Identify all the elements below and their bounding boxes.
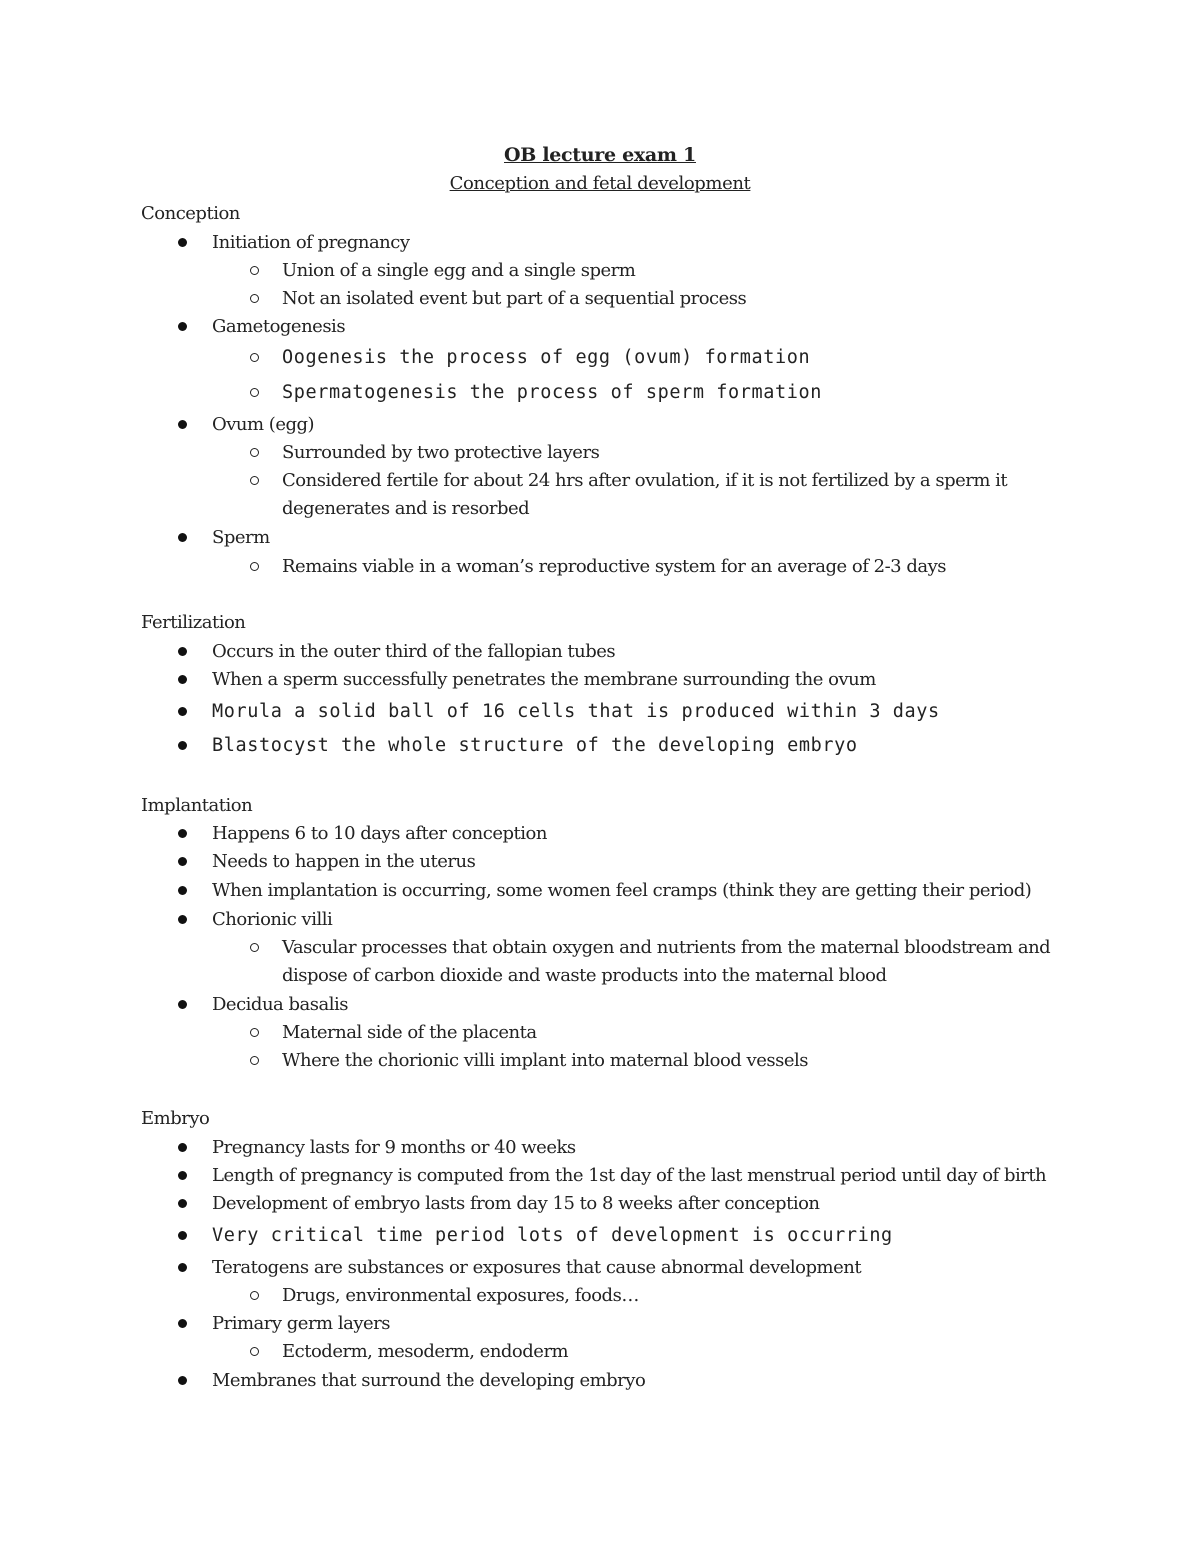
bullet-text: Pregnancy lasts for 9 months or 40 weeks	[212, 1137, 576, 1158]
bullet-text: Morula a solid ball of 16 cells that is produced within 3 days	[212, 701, 940, 722]
sub-bullet-continuation	[141, 962, 1141, 990]
bullet-dot-icon	[178, 1376, 187, 1385]
bullet-item	[141, 906, 1141, 934]
bullet-dot-icon	[178, 857, 187, 866]
sub-bullet-text: Maternal side of the placenta	[282, 1022, 537, 1043]
sub-bullet-item	[141, 934, 1141, 962]
bullet-item	[141, 313, 1141, 341]
bullet-item	[141, 1254, 1141, 1282]
section-heading-conception: Conception	[141, 203, 240, 224]
bullet-dot-icon	[178, 1231, 187, 1240]
bullet-dot-icon	[178, 533, 187, 542]
bullet-item	[141, 411, 1141, 439]
sub-bullet-text: Ectoderm, mesoderm, endoderm	[282, 1341, 569, 1362]
sub-bullet-text: Vascular processes that obtain oxygen and nutrients from the maternal bloodstream and	[282, 937, 1051, 958]
bullet-item	[141, 638, 1141, 666]
bullet-circle-icon	[250, 1056, 259, 1065]
bullet-circle-icon	[250, 1347, 259, 1356]
sub-bullet-continuation	[141, 495, 1141, 523]
sub-bullet-item	[141, 467, 1141, 495]
bullet-dot-icon	[178, 420, 187, 429]
bullet-item	[141, 820, 1141, 848]
bullet-circle-icon	[250, 448, 259, 457]
bullet-dot-icon	[178, 741, 187, 750]
bullet-dot-icon	[178, 886, 187, 895]
bullet-circle-icon	[250, 294, 259, 303]
bullet-circle-icon	[250, 562, 259, 571]
bullet-dot-icon	[178, 1199, 187, 1208]
bullet-dot-icon	[178, 675, 187, 684]
sub-bullet-item	[141, 1338, 1141, 1366]
bullet-circle-icon	[250, 476, 259, 485]
bullet-circle-icon	[250, 266, 259, 275]
bullet-item	[141, 1190, 1141, 1218]
bullet-dot-icon	[178, 1143, 187, 1152]
bullet-item	[141, 877, 1141, 905]
bullet-item	[141, 1162, 1141, 1190]
bullet-text: Happens 6 to 10 days after conception	[212, 823, 547, 844]
bullet-item	[141, 1222, 1141, 1250]
bullet-item	[141, 732, 1141, 760]
bullet-text: When implantation is occurring, some women feel cramps (think they are getting their period)	[212, 880, 1032, 901]
sub-bullet-item	[141, 439, 1141, 467]
section-heading-embryo: Embryo	[141, 1108, 210, 1129]
bullet-item	[141, 524, 1141, 552]
bullet-text: Sperm	[212, 527, 270, 548]
sub-bullet-text: Considered fertile for about 24 hrs after ovulation, if it is not fertilized by a sperm it	[282, 470, 1008, 491]
bullet-dot-icon	[178, 322, 187, 331]
bullet-text: When a sperm successfully penetrates the membrane surrounding the ovum	[212, 669, 876, 690]
sub-bullet-item	[141, 1047, 1141, 1075]
sub-bullet-text: Where the chorionic villi implant into maternal blood vessels	[282, 1050, 808, 1071]
sub-bullet-text: degenerates and is resorbed	[282, 498, 530, 519]
bullet-dot-icon	[178, 1000, 187, 1009]
bullet-text: Teratogens are substances or exposures that cause abnormal development	[212, 1257, 862, 1278]
bullet-dot-icon	[178, 707, 187, 716]
sub-bullet-text: Not an isolated event but part of a sequential process	[282, 288, 747, 309]
section-heading-fertilization: Fertilization	[141, 612, 246, 633]
bullet-text: Membranes that surround the developing embryo	[212, 1370, 646, 1391]
bullet-text: Length of pregnancy is computed from the 1st day of the last menstrual period until day of birth	[212, 1165, 1047, 1186]
sub-bullet-item	[141, 1282, 1141, 1310]
bullet-dot-icon	[178, 1171, 187, 1180]
bullet-dot-icon	[178, 829, 187, 838]
bullet-text: Initiation of pregnancy	[212, 232, 410, 253]
bullet-circle-icon	[250, 943, 259, 952]
bullet-circle-icon	[250, 353, 259, 362]
document-title: OB lecture exam 1	[504, 144, 696, 166]
bullet-dot-icon	[178, 1319, 187, 1328]
sub-bullet-text: Oogenesis the process of egg (ovum) formation	[282, 347, 811, 368]
bullet-item	[141, 1310, 1141, 1338]
bullet-text: Primary germ layers	[212, 1313, 390, 1334]
bullet-dot-icon	[178, 1263, 187, 1272]
bullet-text: Chorionic villi	[212, 909, 333, 930]
bullet-text: Blastocyst the whole structure of the developing embryo	[212, 735, 858, 756]
bullet-text: Development of embryo lasts from day 15 to 8 weeks after conception	[212, 1193, 820, 1214]
bullet-item	[141, 229, 1141, 257]
bullet-item	[141, 848, 1141, 876]
sub-bullet-text: dispose of carbon dioxide and waste products into the maternal blood	[282, 965, 887, 986]
bullet-text: Needs to happen in the uterus	[212, 851, 476, 872]
sub-bullet-item	[141, 553, 1141, 581]
bullet-item	[141, 991, 1141, 1019]
sub-bullet-item	[141, 285, 1141, 313]
bullet-dot-icon	[178, 915, 187, 924]
sub-bullet-text: Spermatogenesis the process of sperm formation	[282, 382, 822, 403]
sub-bullet-text: Union of a single egg and a single sperm	[282, 260, 636, 281]
bullet-item	[141, 1367, 1141, 1395]
document-subtitle: Conception and fetal development	[449, 173, 751, 194]
bullet-dot-icon	[178, 647, 187, 656]
bullet-text: Decidua basalis	[212, 994, 348, 1015]
sub-bullet-text: Remains viable in a woman’s reproductive system for an average of 2-3 days	[282, 556, 946, 577]
sub-bullet-item	[141, 344, 1141, 372]
bullet-text: Ovum (egg)	[212, 414, 315, 435]
sub-bullet-text: Drugs, environmental exposures, foods…	[282, 1285, 639, 1306]
bullet-item	[141, 698, 1141, 726]
bullet-circle-icon	[250, 1291, 259, 1300]
sub-bullet-text: Surrounded by two protective layers	[282, 442, 600, 463]
sub-bullet-item	[141, 1019, 1141, 1047]
section-heading-implantation: Implantation	[141, 795, 253, 816]
bullet-text: Occurs in the outer third of the fallopian tubes	[212, 641, 616, 662]
sub-bullet-item	[141, 257, 1141, 285]
sub-bullet-item	[141, 379, 1141, 407]
bullet-circle-icon	[250, 388, 259, 397]
bullet-circle-icon	[250, 1028, 259, 1037]
bullet-item	[141, 1134, 1141, 1162]
bullet-item	[141, 666, 1141, 694]
bullet-text: Very critical time period lots of development is occurring	[212, 1225, 893, 1246]
bullet-text: Gametogenesis	[212, 316, 346, 337]
bullet-dot-icon	[178, 238, 187, 247]
